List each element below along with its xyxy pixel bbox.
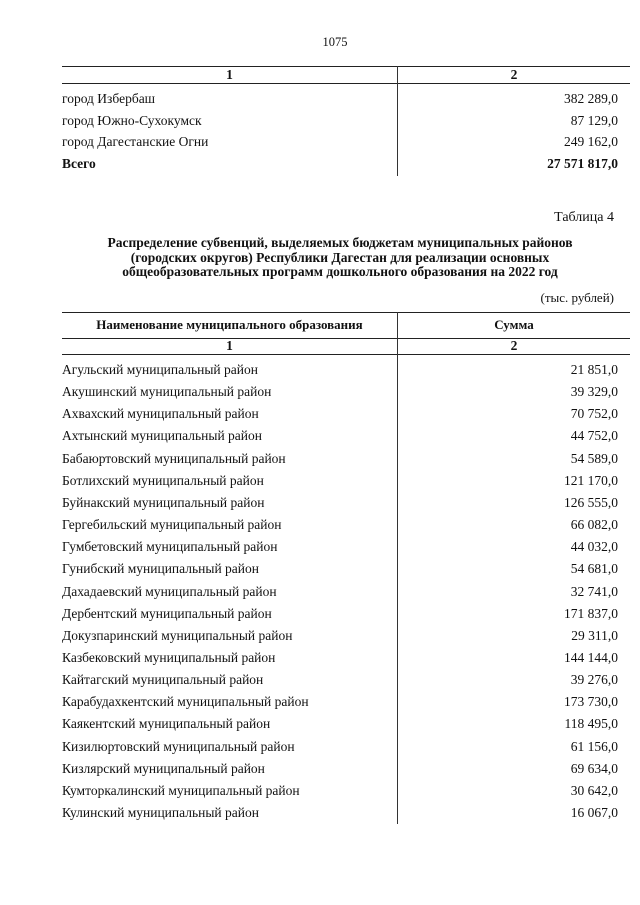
row-name: город Южно-Сухокумск (62, 112, 202, 128)
table-caption: Таблица 4 (554, 210, 614, 225)
row-name: Гергебильский муниципальный район (62, 517, 282, 533)
table-row (62, 713, 618, 735)
row-name: Гунибский муниципальный район (62, 561, 259, 577)
row-value: 118 495,0 (564, 716, 618, 732)
row-value: 171 837,0 (564, 605, 618, 621)
row-value: 29 311,0 (571, 627, 618, 643)
title-line: общеобразовательных программ дошкольного образования на 2022 год (122, 264, 558, 279)
row-name: Казбековский муниципальный район (62, 649, 276, 665)
row-name: Карабудахкентский муниципальный район (62, 694, 309, 710)
row-name: Кизлярский муниципальный район (62, 760, 265, 776)
table-header-border (62, 83, 630, 84)
table-row (62, 492, 618, 514)
row-value: 30 642,0 (570, 782, 618, 798)
units-label: (тыс. рублей) (540, 290, 614, 305)
row-name: Каякентский муниципальный район (62, 716, 271, 732)
table-title (62, 236, 618, 280)
row-value: 39 276,0 (570, 672, 618, 688)
table-row (62, 625, 618, 647)
row-value: 54 681,0 (570, 561, 618, 577)
row-name: Ахвахский муниципальный район (62, 406, 259, 422)
table-row (62, 425, 618, 447)
row-name: Буйнакский муниципальный район (62, 494, 265, 510)
row-name: Кумторкалинский муниципальный район (62, 782, 300, 798)
row-value: 126 555,0 (564, 494, 618, 510)
row-name: Докузпаринский муниципальный район (62, 627, 293, 643)
table-row (62, 110, 618, 132)
row-value: 21 851,0 (570, 362, 618, 377)
table-row (62, 536, 618, 558)
total-value: 27 571 817,0 (547, 156, 618, 171)
row-name: Агульский муниципальный район (62, 362, 258, 377)
table-row (62, 802, 618, 824)
table-row (62, 736, 618, 758)
table-row (62, 581, 618, 603)
table-row (62, 669, 618, 691)
row-name: Дахадаевский муниципальный район (62, 583, 277, 599)
row-name: Ботлихский муниципальный район (62, 472, 264, 488)
total-label: Всего (62, 156, 96, 171)
row-value: 87 129,0 (570, 112, 618, 128)
table-row (62, 359, 618, 381)
table-row (62, 470, 618, 492)
table-row (62, 558, 618, 580)
row-value: 44 032,0 (570, 539, 618, 555)
row-value: 173 730,0 (564, 694, 618, 710)
column-number-1: 1 (226, 67, 233, 82)
total-row (62, 153, 618, 175)
table-row (62, 691, 618, 713)
row-value: 249 162,0 (564, 134, 618, 150)
row-name: Гумбетовский муниципальный район (62, 539, 278, 555)
row-value: 382 289,0 (564, 91, 618, 106)
table-row (62, 603, 618, 625)
row-name: Кизилюртовский муниципальный район (62, 738, 295, 754)
row-name: Ахтынский муниципальный район (62, 428, 262, 444)
row-name: город Дагестанские Огни (62, 134, 209, 150)
row-value: 121 170,0 (564, 472, 618, 488)
row-value: 16 067,0 (570, 805, 618, 820)
table-row (62, 448, 618, 470)
row-value: 39 329,0 (570, 384, 618, 400)
table-row (62, 131, 618, 153)
table-row (62, 758, 618, 780)
row-name: Бабаюртовский муниципальный район (62, 450, 286, 466)
title-line: Распределение субвенций, выделяемых бюджетам муниципальных районов (107, 235, 573, 250)
row-name: Кулинский муниципальный район (62, 805, 259, 820)
table-row (62, 88, 618, 110)
page-number: 1075 (322, 35, 348, 49)
row-value: 70 752,0 (570, 406, 618, 422)
column-number-2: 2 (510, 67, 518, 82)
header-sum: Сумма (494, 317, 534, 332)
row-name: Кайтагский муниципальный район (62, 672, 264, 688)
table-row (62, 647, 618, 669)
title-line: (городских округов) Республики Дагестан для реализации основных (130, 249, 550, 265)
row-value: 32 741,0 (570, 583, 618, 599)
table-row (62, 780, 618, 802)
row-value: 54 589,0 (570, 450, 618, 466)
table-row (62, 403, 618, 425)
table-row (62, 381, 618, 403)
row-value: 69 634,0 (570, 760, 618, 776)
column-number-2: 2 (510, 338, 518, 353)
row-value: 66 082,0 (570, 517, 618, 533)
column-number-1: 1 (226, 338, 233, 353)
header-name: Наименование муниципального образования (96, 317, 363, 332)
row-name: город Избербаш (62, 91, 156, 106)
row-value: 44 752,0 (570, 428, 618, 444)
table-numbers-border (62, 354, 630, 355)
row-value: 61 156,0 (570, 738, 618, 754)
row-name: Акушинский муниципальный район (62, 384, 272, 400)
table-row (62, 514, 618, 536)
row-value: 144 144,0 (564, 649, 618, 665)
row-name: Дербентский муниципальный район (62, 605, 272, 621)
